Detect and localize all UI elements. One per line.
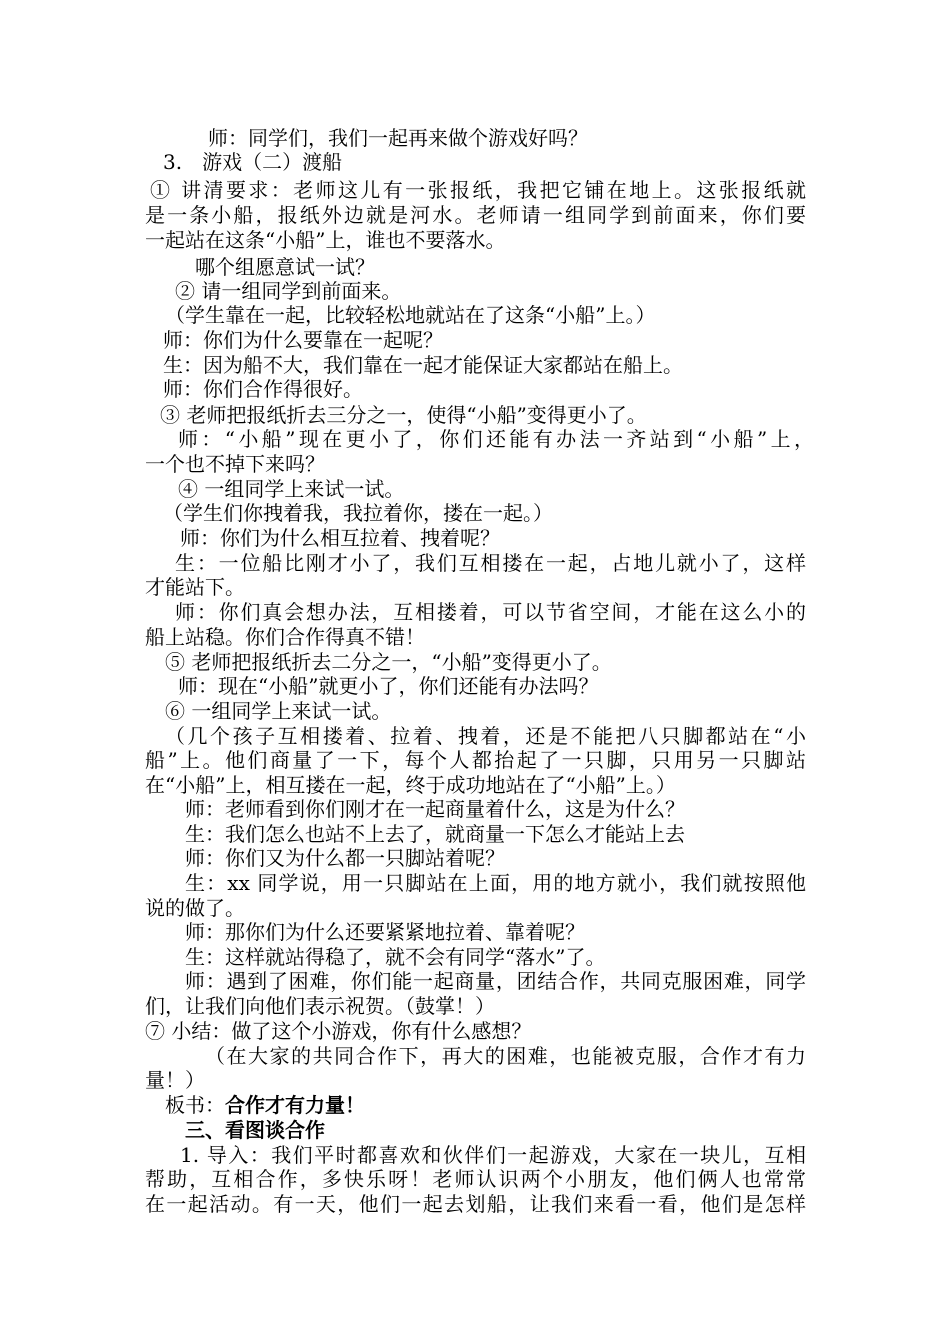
text-line: ④ 一组同学上来试一试。	[178, 477, 405, 501]
text-line: 一个也不掉下来吗？	[145, 452, 325, 476]
text-line: 船上站稳。你们合作得真不错！	[145, 625, 425, 649]
text-line: 们，让我们向他们表示祝贺。（鼓掌！）	[145, 994, 495, 1018]
text-line: 帮助，互相合作，多快乐呀！老师认识两个小朋友，他们俩人也常常	[145, 1167, 806, 1191]
text-line: 说的做了。	[145, 896, 245, 920]
text-line: 师：那你们为什么还要紧紧地拉着、靠着呢？	[185, 920, 585, 944]
text-line: ⑥ 一组同学上来试一试。	[165, 699, 392, 723]
text-line: 哪个组愿意试一试？	[195, 255, 375, 279]
text-line: （几个孩子互相搂着、拉着、拽着，还是不能把八只脚都站在“小	[165, 724, 806, 748]
board-text: 合作才有力量！	[225, 1093, 365, 1117]
text-line: 船”上。他们商量了一下，每个人都抬起了一只脚，只用另一只脚站	[145, 748, 806, 772]
text-line: 师：现在“小船”就更小了，你们还能有办法吗？	[178, 674, 599, 698]
text-line: ② 请一组同学到前面来。	[175, 279, 402, 303]
text-line: 是一条小船，报纸外边就是河水。老师请一组同学到前面来，你们要	[145, 203, 806, 227]
section-heading: 三、看图谈合作	[185, 1118, 325, 1142]
text-line: ⑤ 老师把报纸折去二分之一，“小船”变得更小了。	[165, 650, 612, 674]
text-line: 在“小船”上，相互搂在一起，终于成功地站在了“小船”上。）	[145, 773, 676, 797]
text-line: （在大家的共同合作下，再大的困难，也能被克服，合作才有力	[205, 1044, 806, 1068]
text-line: 师：遇到了困难，你们能一起商量，团结合作，共同克服困难，同学	[185, 969, 806, 993]
text-line: 师：你们又为什么都一只脚站着呢？	[185, 846, 505, 870]
text-line: 生：这样就站得稳了，就不会有同学“落水”了。	[185, 945, 606, 969]
text-line: ③ 老师把报纸折去三分之一，使得“小船”变得更小了。	[160, 403, 647, 427]
text-line: 生：xx 同学说，用一只脚站在上面，用的地方就小，我们就按照他	[185, 871, 806, 895]
text-line: 生：一位船比刚才小了，我们互相搂在一起，占地儿就小了，这样	[175, 551, 806, 575]
text-line: 师：你们为什么相互拉着、拽着呢？	[180, 526, 500, 550]
text-line: （学生靠在一起，比较轻松地就站在了这条“小船”上。）	[165, 303, 656, 327]
text-line: 量！）	[145, 1068, 205, 1092]
text-line: （学生们你拽着我，我拉着你，搂在一起。）	[163, 501, 553, 525]
text-line: 师：你们真会想办法，互相搂着，可以节省空间，才能在这么小的	[175, 600, 806, 624]
text-line: 一起站在这条“小船”上，谁也不要落水。	[145, 228, 506, 252]
text-line: ① 讲清要求：老师这儿有一张报纸，我把它铺在地上。这张报纸就	[150, 178, 806, 202]
text-line: 师：你们为什么要靠在一起呢？	[163, 328, 443, 352]
text-line: 师：同学们，我们一起再来做个游戏好吗？	[208, 126, 588, 150]
text-line: 才能站下。	[145, 575, 245, 599]
text-line: 师：你们合作得很好。	[163, 377, 363, 401]
board-label: 板书：	[165, 1093, 225, 1117]
text-line: 生：我们怎么也站不上去了，就商量一下怎么才能站上去	[185, 822, 685, 846]
text-line: ⑦ 小结：做了这个小游戏，你有什么感想？	[145, 1019, 532, 1043]
text-line: 1. 导入：我们平时都喜欢和伙伴们一起游戏，大家在一块儿，互相	[180, 1143, 806, 1167]
text-line: 师：“小船”现在更小了，你们还能有办法一齐站到“小船”上，	[178, 427, 814, 451]
text-line: 师：老师看到你们刚才在一起商量着什么，这是为什么？	[185, 797, 685, 821]
text-line: 生：因为船不大，我们靠在一起才能保证大家都站在船上。	[163, 353, 683, 377]
section-heading: 3. 游戏（二）渡船	[163, 150, 343, 174]
text-line: 在一起活动。有一天，他们一起去划船，让我们来看一看，他们是怎样	[145, 1192, 806, 1216]
board-writing	[165, 1093, 365, 1117]
